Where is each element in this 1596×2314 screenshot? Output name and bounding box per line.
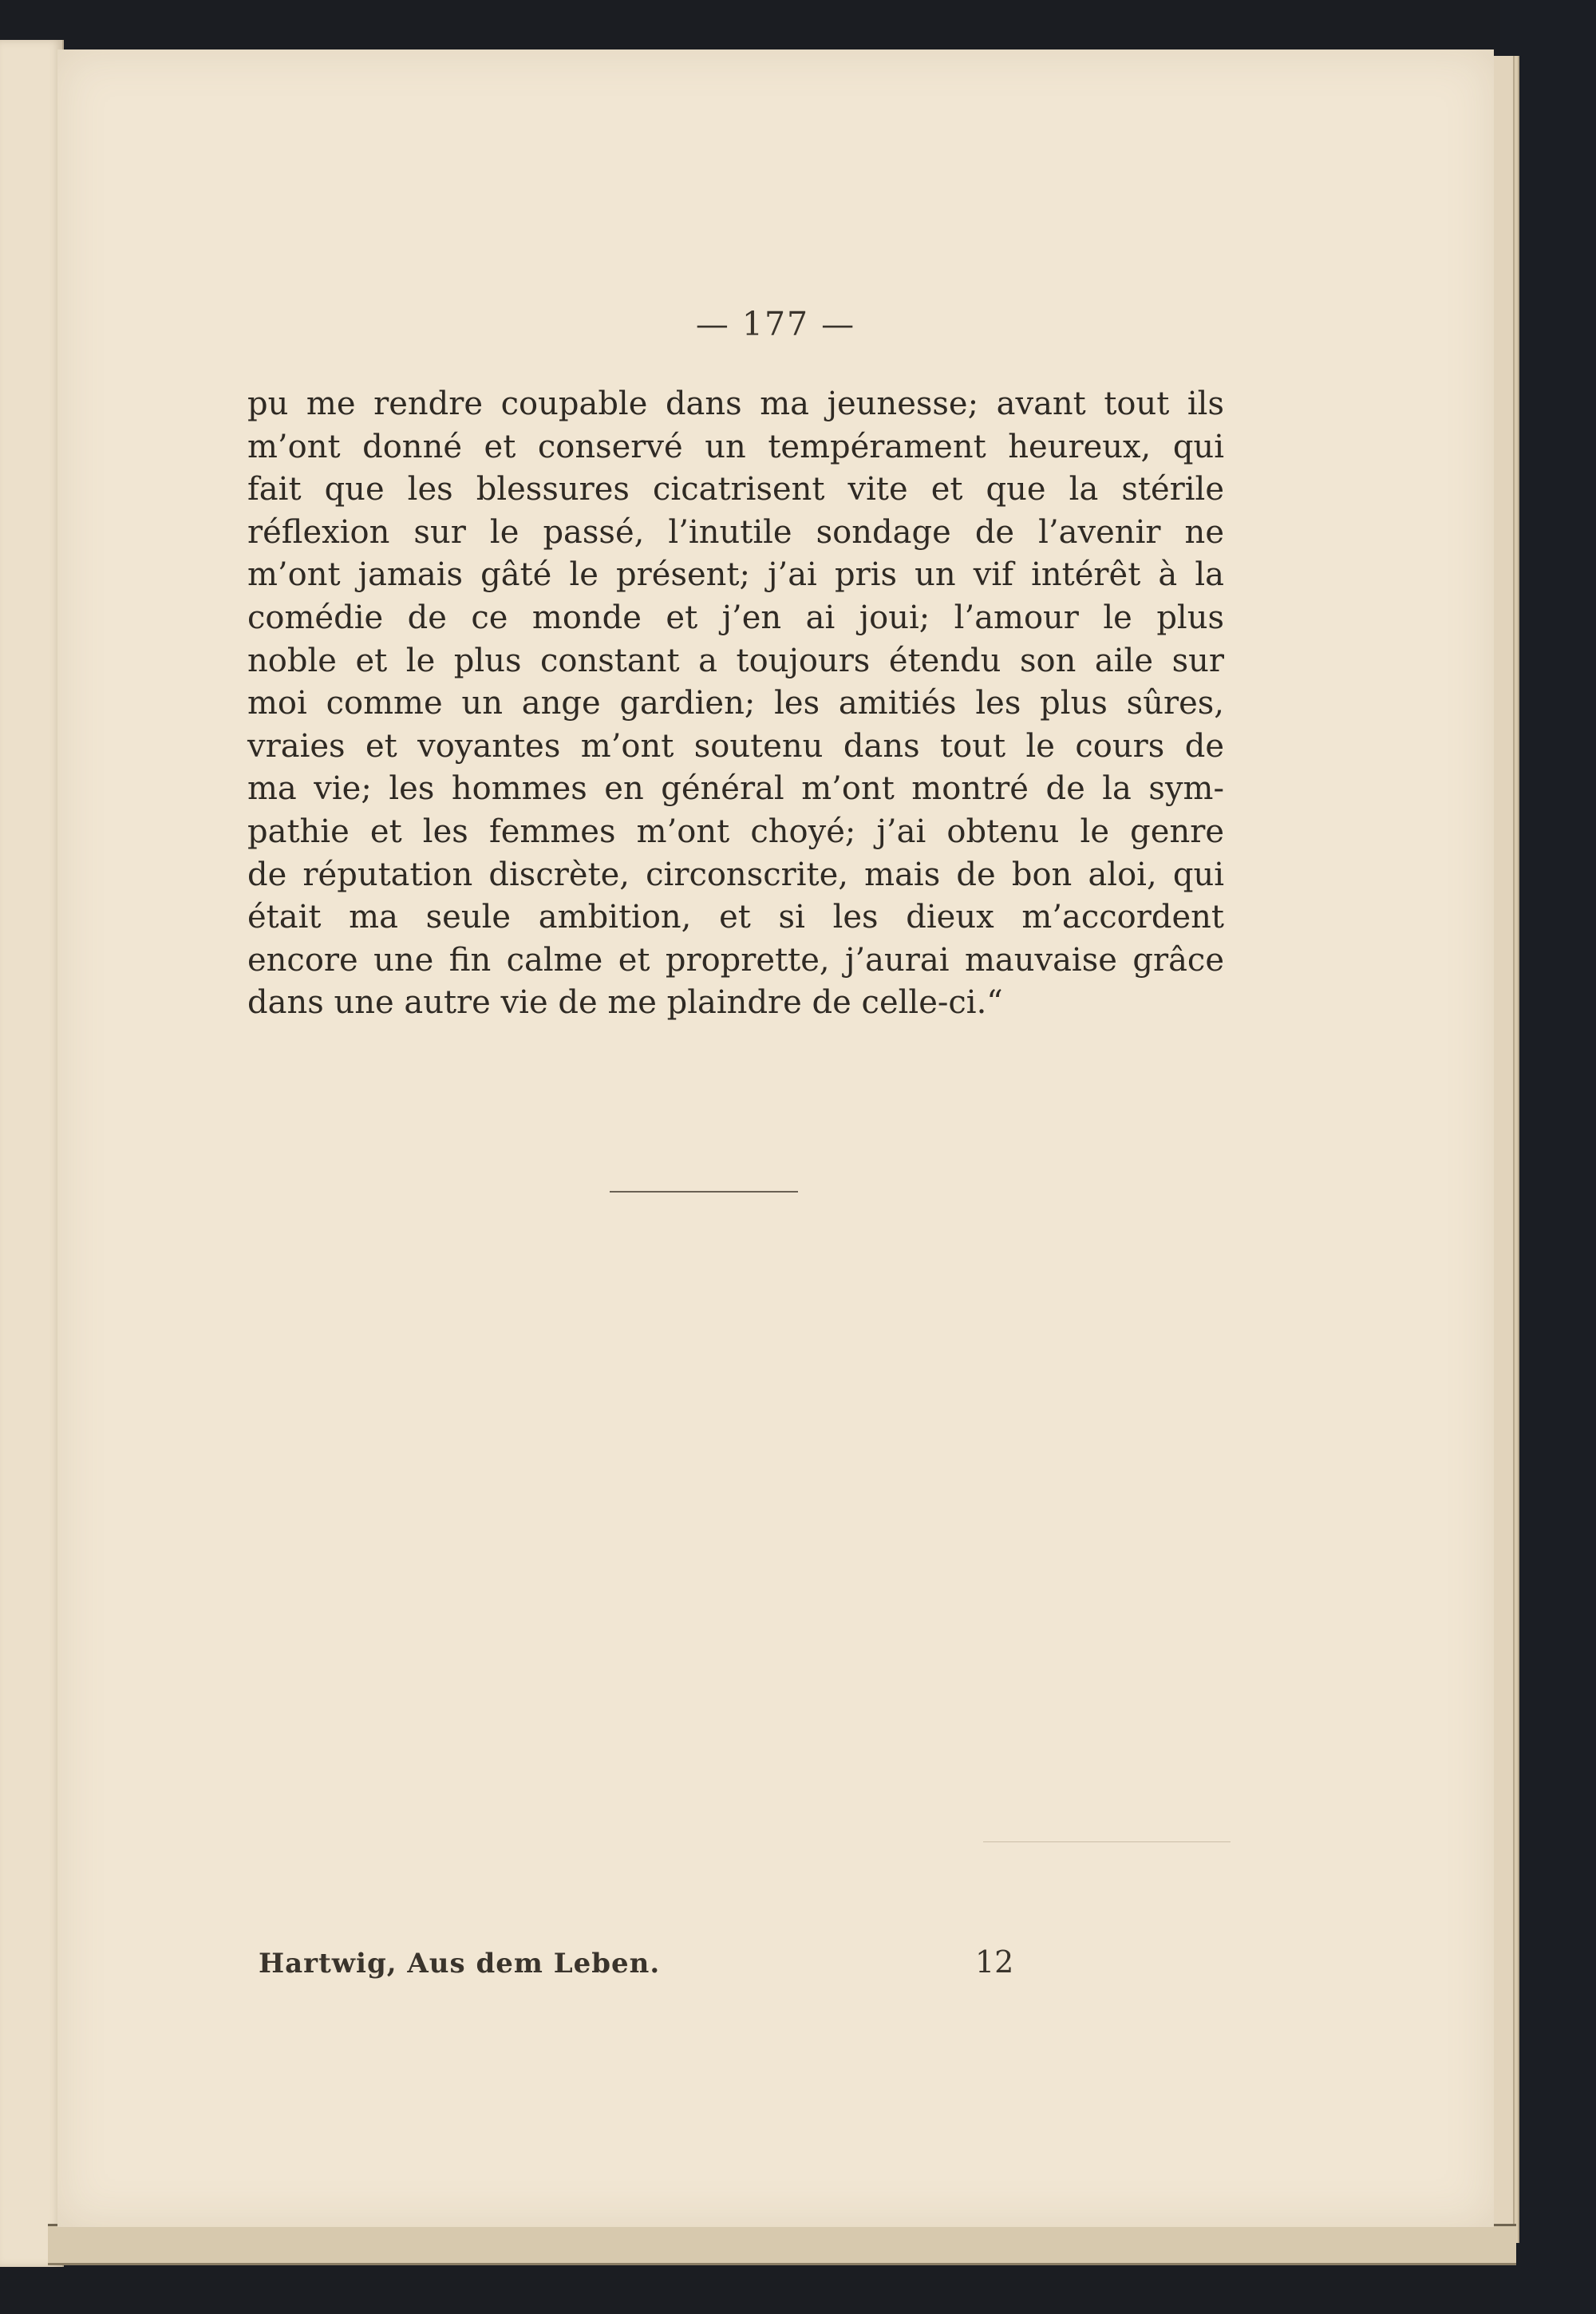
text-line: moi comme un ange gardien; les amitiés les plus sûres,: [247, 685, 1224, 722]
bleed-through-rule: [983, 1841, 1231, 1842]
page-number-header: — 177 —: [695, 305, 856, 343]
text-line: m’ont donné et conservé un tempérament heureux, qui: [247, 428, 1224, 465]
text-line: dans une autre vie de me plaindre de celle-ci.“: [247, 984, 1003, 1022]
text-line: noble et le plus constant a toujours étendu son aile sur: [247, 642, 1224, 679]
text-line: réflexion sur le passé, l’inutile sondage de l’avenir ne: [247, 513, 1224, 551]
section-end-rule: [610, 1191, 798, 1193]
text-line: vraies et voyantes m’ont soutenu dans tout le cours de: [247, 727, 1224, 765]
footer-signature: Hartwig, Aus dem Leben.: [259, 1948, 661, 1980]
text-line: était ma seule ambition, et si les dieux m’accordent: [247, 899, 1224, 936]
text-line: encore une fin calme et proprette, j’aurai mauvaise grâce: [247, 941, 1224, 979]
text-line: ma vie; les hommes en général m’ont montré de la sym-: [247, 770, 1224, 808]
text-line: pathie et les femmes m’ont choyé; j’ai obtenu le genre: [247, 813, 1224, 850]
previous-page-edge: [0, 40, 64, 2267]
bottom-page-stack: [48, 2224, 1516, 2265]
text-line: fait que les blessures cicatrisent vite et que la stérile: [247, 471, 1224, 508]
body-paragraph: [247, 383, 1224, 1025]
signature-number: 12: [975, 1944, 1014, 1980]
text-line: m’ont jamais gâté le présent; j’ai pris un vif intérêt à la: [247, 556, 1224, 594]
book-page: [57, 49, 1494, 2227]
text-line: pu me rendre coupable dans ma jeunesse; avant tout ils: [247, 386, 1224, 422]
text-line: de réputation discrète, circonscrite, mais de bon aloi, qui: [247, 856, 1224, 893]
text-line: comédie de ce monde et j’en ai joui; l’amour le plus: [247, 599, 1224, 636]
